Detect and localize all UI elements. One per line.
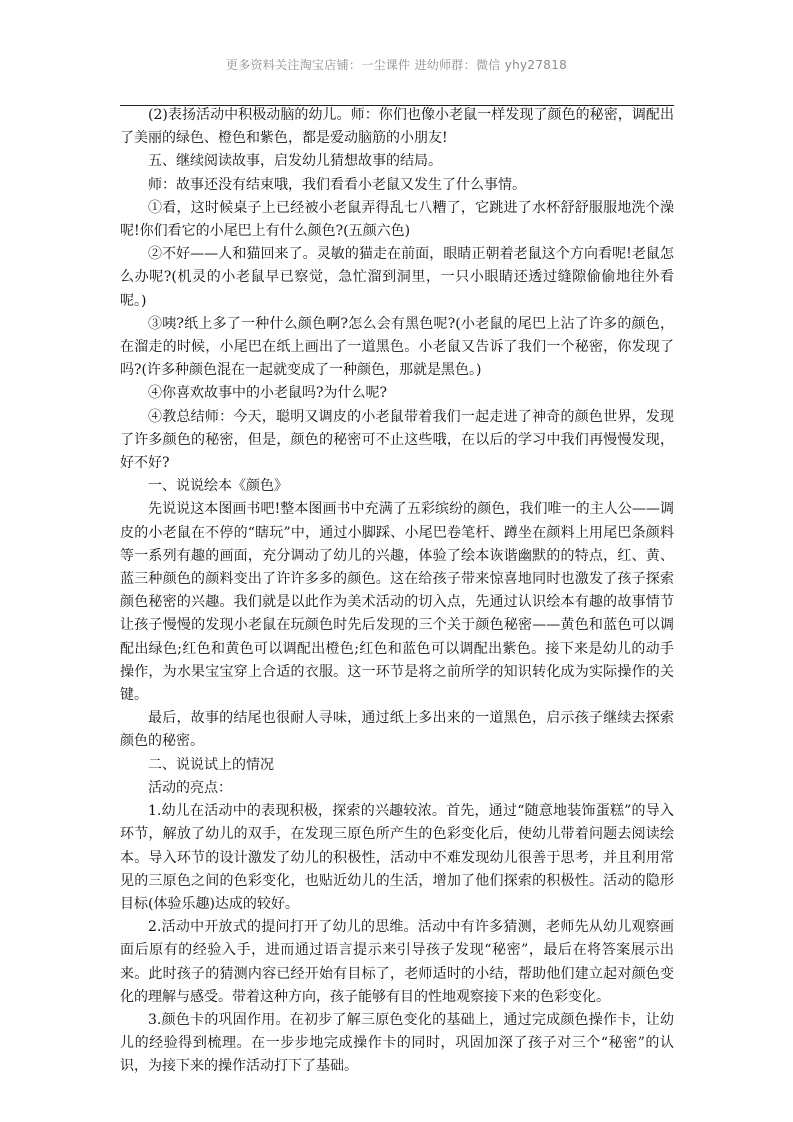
paragraph: 3.颜色卡的巩固作用。在初步了解三原色变化的基础上，通过完成颜色操作卡，让幼儿的经验得到梳理。在一步步地完成操作卡的同时，巩固加深了孩子对三个“秘密”的认识，为接下来的操作活动打下了基础。 <box>120 1011 674 1075</box>
paragraph: ③咦?纸上多了一种什么颜色啊?怎么会有黑色呢?(小老鼠的尾巴上沾了许多的颜色，在溜走的时候，小尾巴在纸上画出了一道黑色。小老鼠又告诉了我们一个秘密，你发现了吗?(许多种颜色混在一起就变成了一种颜色，那就是黑色。) <box>120 315 674 379</box>
paragraph: 先说说这本图画书吧!整本图画书中充满了五彩缤纷的颜色，我们唯一的主人公——调皮的小老鼠在不停的“瞎玩”中，通过小脚踩、小尾巴卷笔杆、蹲坐在颜料上用尾巴条颜料等一系列有趣的画面，充分调动了幼儿的兴趣，体验了绘本诙谐幽默的的特点，红、黄、蓝三种颜色的颜料变出了许许多多的颜色。这在给孩子带来惊喜地同时也激发了孩子探索颜色秘密的兴趣。我们就是以此作为美术活动的切入点，先通过认识绘本有趣的故事情节让孩子慢慢的发现小老鼠在玩颜色时先后发现的三个关于颜色秘密——黄色和蓝色可以调配出绿色;红色和黄色可以调配出橙色;红色和蓝色可以调配出紫色。接下来是幼儿的动手操作，为水果宝宝穿上合适的衣服。这一环节是将之前所学的知识转化成为实际操作的关键。 <box>120 501 674 704</box>
paragraph: 师：故事还没有结束哦，我们看看小老鼠又发生了什么事情。 <box>148 176 526 193</box>
paragraph: 活动的亮点： <box>148 779 232 796</box>
paragraph: ①看，这时候桌子上已经被小老鼠弄得乱七八糟了，它跳进了水杯舒舒服服地洗个澡呢!你们看它的小尾巴上有什么颜色?(五颜六色) <box>120 199 674 240</box>
paragraph: (2)表扬活动中积极动脑的幼儿。师：你们也像小老鼠一样发现了颜色的秘密，调配出了美丽的绿色、橙色和紫色，都是爱动脑筋的小朋友! <box>120 107 674 147</box>
document-body <box>120 104 674 1079</box>
section-heading: 二、说说试上的情况 <box>148 756 274 773</box>
paragraph: 2.活动中开放式的提问打开了幼儿的思维。活动中有许多猜测，老师先从幼儿观察画面后原有的经验入手，进而通过语言提示来引导孩子发现“秘密”，最后在将答案展示出来。此时孩子的猜测内容已经开始有目标了，老师适时的小结，帮助他们建立起对颜色变化的理解与感受。带着这种方向，孩子能够有目的性地观察接下来的色彩变化。 <box>120 919 674 1005</box>
paragraph: ②不好——人和猫回来了。灵敏的猫走在前面，眼睛正朝着老鼠这个方向看呢!老鼠怎么办呢?(机灵的小老鼠早已察觉，急忙溜到洞里，一只小眼睛还透过缝隙偷偷地往外看呢。) <box>120 246 674 309</box>
paragraph: 1.幼儿在活动中的表现积极，探索的兴趣较浓。首先，通过“随意地装饰蛋糕”的导入环节，解放了幼儿的双手，在发现三原色所产生的色彩变化后，使幼儿带着问题去阅读绘本。导入环节的设计激发了幼儿的积极性，活动中不难发现幼儿很善于思考，并且利用常见的三原色之间的色彩变化，也贴近幼儿的生活，增加了他们探索的积极性。活动的隐形目标(体验乐趣)达成的较好。 <box>120 803 674 912</box>
section-heading: 五、继续阅读故事，启发幼儿猜想故事的结局。 <box>148 153 442 170</box>
section-heading: 一、说说绘本《颜色》 <box>148 478 288 495</box>
paragraph: ④教总结师：今天，聪明又调皮的小老鼠带着我们一起走进了神奇的颜色世界，发现了许多颜色的秘密，但是，颜色的秘密可不止这些哦，在以后的学习中我们再慢慢发现，好不好? <box>120 408 674 472</box>
paragraph: 最后，故事的结尾也很耐人寻味，通过纸上多出来的一道黑色，启示孩子继续去探索颜色的秘密。 <box>120 710 674 750</box>
paragraph: ④你喜欢故事中的小老鼠吗?为什么呢? <box>148 385 388 402</box>
header-watermark-note: 更多资料关注淘宝店铺：一尘课件 进幼师群：微信 yhy27818 <box>225 58 568 72</box>
